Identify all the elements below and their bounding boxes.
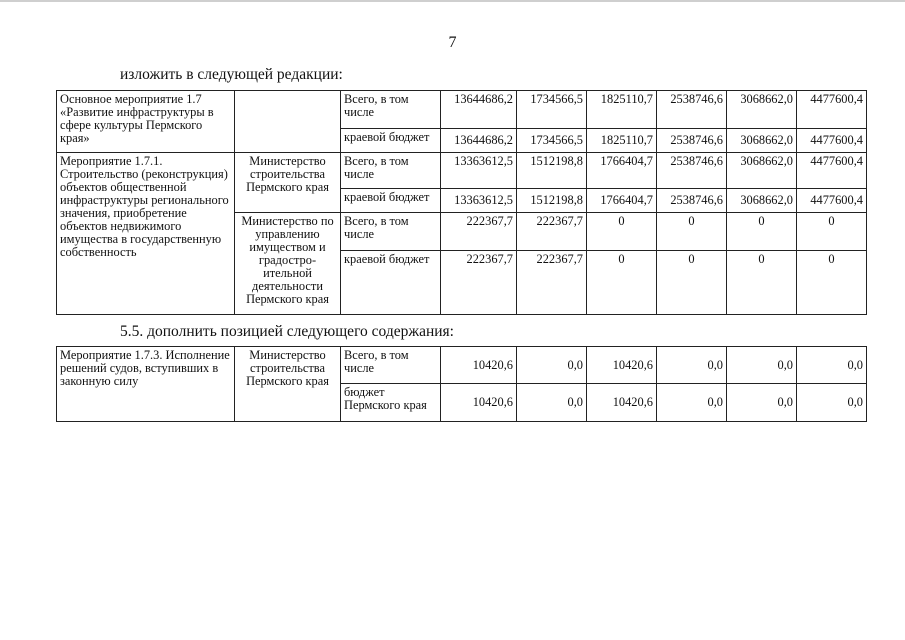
value-cell: 3068662,0 <box>727 189 797 213</box>
funding-source: Всего, в том числе <box>341 91 441 129</box>
intro-text: изложить в следующей редакции: <box>120 66 343 83</box>
value-cell: 13363612,5 <box>441 189 517 213</box>
table-row <box>57 91 867 129</box>
value-cell: 1825110,7 <box>587 129 657 153</box>
value-cell: 10420,6 <box>441 347 517 384</box>
value-cell: 0,0 <box>657 347 727 384</box>
main-activity-name: Основное мероприятие 1.7 «Развитие инфраструктуры в сфере культуры Пермского края» <box>57 91 235 153</box>
value-cell: 0,0 <box>727 384 797 422</box>
value-cell: 222367,7 <box>517 251 587 315</box>
value-cell: 3068662,0 <box>727 91 797 129</box>
funding-source: Всего, в том числе <box>341 153 441 189</box>
value-cell: 0 <box>727 213 797 251</box>
value-cell: 0,0 <box>657 384 727 422</box>
page-top-edge <box>0 0 905 2</box>
value-cell: 1734566,5 <box>517 91 587 129</box>
value-cell: 4477600,4 <box>797 189 867 213</box>
executor-name: Министерство строительства Пермского края <box>235 347 341 422</box>
value-cell: 4477600,4 <box>797 153 867 189</box>
value-cell: 0,0 <box>797 347 867 384</box>
page-number: 7 <box>448 34 457 51</box>
value-cell: 0,0 <box>797 384 867 422</box>
funding-source: краевой бюджет <box>341 129 441 153</box>
funding-source: бюджет Пермского края <box>341 384 441 422</box>
value-cell: 3068662,0 <box>727 129 797 153</box>
value-cell: 2538746,6 <box>657 91 727 129</box>
value-cell: 13363612,5 <box>441 153 517 189</box>
executor-name: Министерство по управлению имуществом и градостро-ительной деятельности Пермского края <box>235 213 341 315</box>
value-cell: 1512198,8 <box>517 189 587 213</box>
value-cell: 13644686,2 <box>441 129 517 153</box>
value-cell: 2538746,6 <box>657 189 727 213</box>
value-cell: 10420,6 <box>587 384 657 422</box>
value-cell: 0 <box>657 251 727 315</box>
value-cell: 0,0 <box>517 384 587 422</box>
table-row <box>57 153 867 189</box>
funding-source: Всего, в том числе <box>341 213 441 251</box>
value-cell: 0 <box>727 251 797 315</box>
value-cell: 0 <box>797 251 867 315</box>
value-cell: 0 <box>657 213 727 251</box>
value-cell: 10420,6 <box>441 384 517 422</box>
activity-name: Мероприятие 1.7.1. Строительство (реконструкция) объектов общественной инфраструктуры регионального значения, приобретение объектов недвижимого имущества в государственную собственность <box>57 153 235 315</box>
value-cell: 1512198,8 <box>517 153 587 189</box>
value-cell: 3068662,0 <box>727 153 797 189</box>
program-table <box>56 90 867 315</box>
main-activity-executor <box>235 91 341 153</box>
value-cell: 1766404,7 <box>587 189 657 213</box>
value-cell: 222367,7 <box>517 213 587 251</box>
value-cell: 1734566,5 <box>517 129 587 153</box>
value-cell: 222367,7 <box>441 251 517 315</box>
value-cell: 1766404,7 <box>587 153 657 189</box>
activity-name: Мероприятие 1.7.3. Исполнение решений судов, вступивших в законную силу <box>57 347 235 422</box>
value-cell: 4477600,4 <box>797 91 867 129</box>
value-cell: 0 <box>587 213 657 251</box>
value-cell: 4477600,4 <box>797 129 867 153</box>
value-cell: 0 <box>797 213 867 251</box>
value-cell: 0 <box>587 251 657 315</box>
funding-source: краевой бюджет <box>341 189 441 213</box>
section-heading: 5.5. дополнить позицией следующего содержания: <box>120 323 454 340</box>
value-cell: 13644686,2 <box>441 91 517 129</box>
table-row <box>57 347 867 384</box>
value-cell: 1825110,7 <box>587 91 657 129</box>
value-cell: 2538746,6 <box>657 129 727 153</box>
funding-source: краевой бюджет <box>341 251 441 315</box>
funding-source: Всего, в том числе <box>341 347 441 384</box>
addition-table <box>56 346 867 422</box>
value-cell: 0,0 <box>727 347 797 384</box>
executor-name: Министерство строительства Пермского края <box>235 153 341 213</box>
value-cell: 0,0 <box>517 347 587 384</box>
value-cell: 2538746,6 <box>657 153 727 189</box>
value-cell: 222367,7 <box>441 213 517 251</box>
value-cell: 10420,6 <box>587 347 657 384</box>
